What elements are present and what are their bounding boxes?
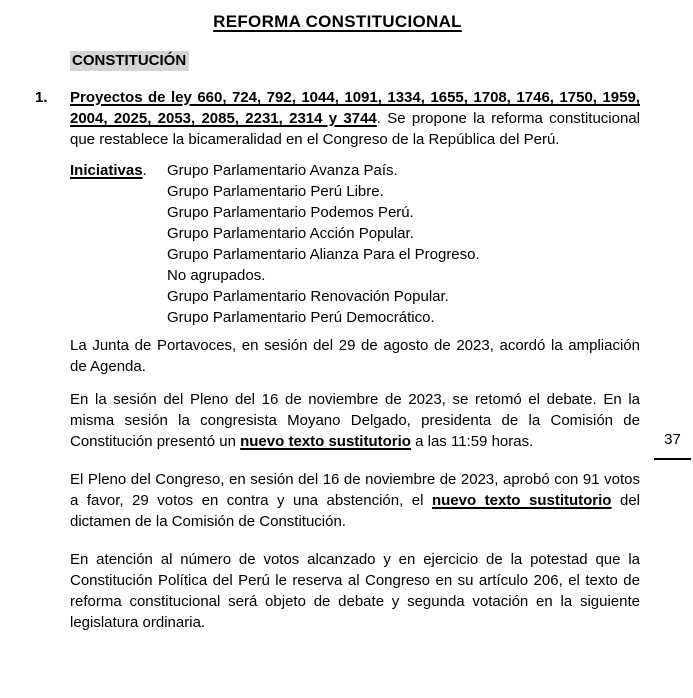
page-title: [0, 0, 675, 32]
list-item: Grupo Parlamentario Acción Popular.: [167, 225, 414, 242]
item-body: [70, 87, 640, 150]
paragraph-pleno-debate: [70, 389, 640, 452]
list-item: Grupo Parlamentario Avanza País.: [167, 162, 398, 179]
item-number: 1.: [35, 89, 48, 106]
paragraph-segunda-votacion: En atención al número de votos alcanzado y en ejercicio de la potestad que la Constitución Política del Perú le reserva al Congreso en su artículo 206, el texto de reforma constitucional será objeto de debate y segunda votación en la siguiente legislatura ordinaria.: [70, 551, 640, 631]
section-heading-highlighted-text: CONSTITUCIÓN: [70, 51, 189, 71]
paragraph-pleno-votacion-pre: El Pleno del Congreso, en sesión del 16 de noviembre de 2023, aprobó con 91 votos a favor, 29 votos en contra y una abstención, el: [70, 471, 640, 509]
iniciativas-label-suffix: .: [142, 162, 147, 179]
paragraph-pleno-votacion-post: del dictamen de la Comisión de Constitución.: [70, 492, 641, 530]
list-item: Grupo Parlamentario Alianza Para el Progreso.: [167, 246, 480, 263]
page-title-text: REFORMA CONSTITUCIONAL: [213, 12, 462, 31]
iniciativas-block: [70, 160, 640, 328]
list-item: No agrupados.: [167, 267, 266, 284]
paragraph-junta-portavoces: La Junta de Portavoces, en sesión del 29 de agosto de 2023, acordó la ampliación de Agenda.: [70, 337, 640, 375]
section-heading: [70, 50, 693, 71]
list-item: Grupo Parlamentario Podemos Perú.: [167, 204, 414, 221]
law-projects-description: . Se propone la reforma constitucional que restablece la bicameralidad en el Congreso de la República del Perú.: [70, 110, 640, 148]
iniciativas-label-text: Iniciativas: [70, 162, 143, 179]
nuevo-texto-sustitutorio-emphasis: nuevo texto sustitutorio: [431, 492, 612, 509]
paragraph-pleno-votacion: [70, 469, 640, 532]
paragraph-pleno-debate-pre: En la sesión del Pleno del 16 de noviembre de 2023, se retomó el debate. En la misma sesión la congresista Moyano Delgado, presidenta de la Comisión de Constitución presentó un: [70, 391, 640, 450]
nuevo-texto-sustitutorio-emphasis: nuevo texto sustitutorio: [240, 433, 411, 450]
numbered-item-1: [0, 87, 693, 150]
iniciativas-list: [167, 160, 640, 328]
paragraph-pleno-debate-post: a las 11:59 horas.: [410, 433, 534, 450]
iniciativas-label: [70, 160, 167, 328]
list-item: Grupo Parlamentario Perú Democrático.: [167, 309, 435, 326]
list-item: Grupo Parlamentario Renovación Popular.: [167, 288, 449, 305]
margin-page-number: 37: [654, 429, 691, 460]
list-item: Grupo Parlamentario Perú Libre.: [167, 183, 384, 200]
law-projects-emphasis: Proyectos de ley 660, 724, 792, 1044, 1091, 1334, 1655, 1708, 1746, 1750, 1959, 2004, 2025, 2053, 2085, 2231, 2314 y 3744: [70, 89, 640, 127]
